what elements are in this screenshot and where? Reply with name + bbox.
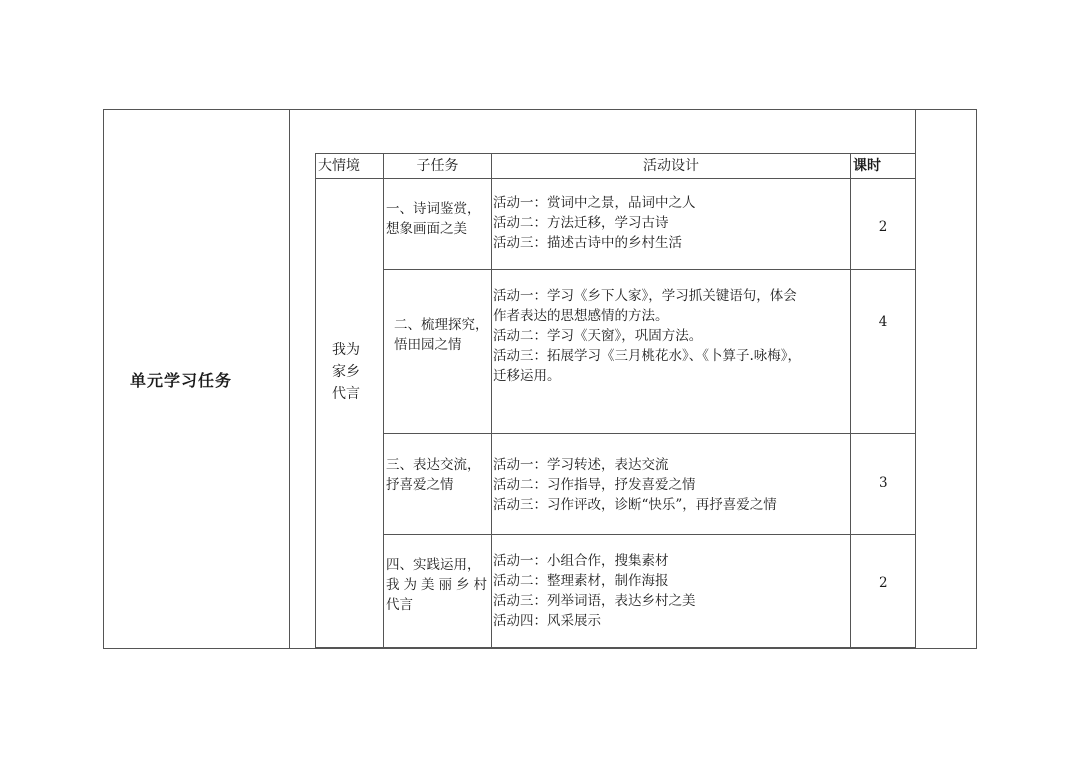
- outer-right-cell: [915, 109, 977, 649]
- context-cell: [316, 179, 384, 648]
- hours-cell-4: [851, 535, 916, 648]
- subtask-line: 代言: [386, 597, 413, 613]
- activity-line: 活动一：学习《乡下人家》，学习抓关键语句，体会: [493, 288, 797, 304]
- context-line: 代言: [332, 386, 360, 402]
- activity-line: 活动三：列举词语，表达乡村之美: [493, 593, 696, 609]
- subtask-line: 二、梳理探究，: [394, 317, 489, 333]
- activity-line: 活动二：学习《天窗》，巩固方法。: [493, 328, 703, 344]
- activity-line: 迁移运用。: [493, 368, 561, 384]
- subtask-cell-2: [384, 270, 492, 434]
- activity-line: 活动二：习作指导，抒发喜爱之情: [493, 477, 696, 493]
- subtask-line: 三、表达交流，: [386, 457, 481, 473]
- unit-title: 单元学习任务: [130, 371, 233, 390]
- activity-line: 活动一：赏词中之景，品词中之人: [493, 195, 696, 211]
- hours-cell-3: [851, 434, 916, 535]
- subtask-line: 一、诗词鉴赏，: [386, 201, 481, 217]
- activity-line: 活动三：习作评改，诊断“快乐”，再抒喜爱之情: [493, 497, 777, 513]
- activity-cell-2: [492, 270, 851, 434]
- activity-line: 作者表达的思想感情的方法。: [493, 308, 669, 324]
- hours-cell-1: [851, 179, 916, 270]
- activity-line: 活动二：方法迁移，学习古诗: [493, 215, 669, 231]
- header-activity: 活动设计: [492, 153, 851, 179]
- hours-value: 3: [879, 475, 888, 491]
- activity-line: 活动一：学习转述，表达交流: [493, 457, 669, 473]
- header-context: 大情境: [316, 153, 384, 179]
- activity-line: 活动一：小组合作，搜集素材: [493, 553, 669, 569]
- hours-value: 2: [878, 219, 888, 235]
- subtask-line: 悟田园之情: [394, 337, 462, 353]
- hours-cell-2: [851, 270, 916, 434]
- activity-line: 活动三：描述古诗中的乡村生活: [493, 235, 682, 251]
- hours-value: 2: [879, 575, 888, 591]
- subtask-line: 四、实践运用，: [386, 557, 481, 573]
- header-subtask: 子任务: [384, 153, 492, 179]
- subtask-cell-3: [384, 434, 492, 535]
- subtask-line: 我为美丽乡村: [386, 577, 491, 593]
- activity-line: 活动二：整理素材，制作海报: [493, 573, 669, 589]
- activity-cell-3: [492, 434, 851, 535]
- subtask-cell-1: [384, 179, 492, 270]
- activity-cell-4: [492, 535, 851, 648]
- header-hours: 课时: [851, 153, 916, 179]
- activity-line: 活动三：拓展学习《三月桃花水》、《卜算子.咏梅》，: [493, 348, 802, 364]
- context-line: 家乡: [332, 364, 360, 380]
- context-line: 我为: [332, 342, 360, 358]
- activity-cell-1: [492, 179, 851, 270]
- subtask-line: 想象画面之美: [386, 221, 467, 237]
- activity-line: 活动四：风采展示: [493, 613, 601, 629]
- subtask-cell-4: [384, 535, 492, 648]
- hours-value: 4: [878, 314, 888, 330]
- subtask-line: 抒喜爱之情: [386, 477, 454, 493]
- task-table: [315, 153, 915, 648]
